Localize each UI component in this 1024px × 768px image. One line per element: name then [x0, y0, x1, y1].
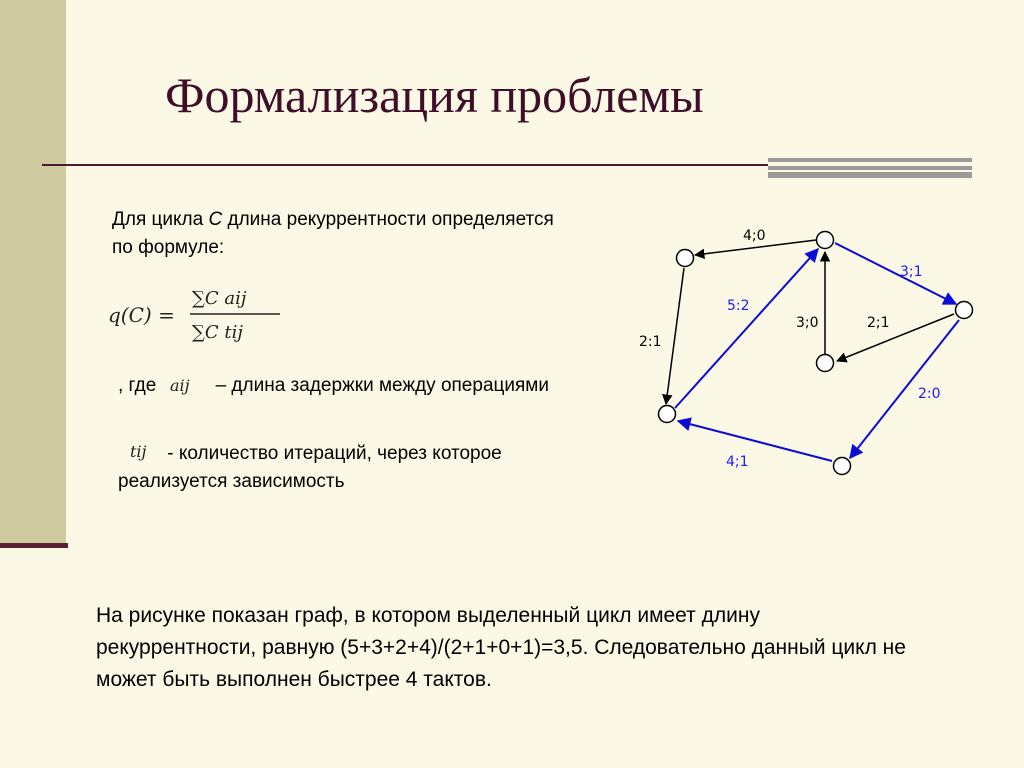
where-a-text: [118, 372, 568, 400]
edge-label-highlighted: 5:2: [727, 298, 750, 314]
t-ij-symbol-text: tij: [130, 441, 147, 461]
edge-label: 2:1: [639, 334, 662, 350]
where-prefix: , где: [118, 375, 157, 396]
formula-denominator: ∑C tij: [192, 322, 243, 343]
where-t-text: [118, 440, 568, 496]
edge-label: 3;0: [796, 315, 819, 331]
edge-label-highlighted: 3;1: [900, 264, 923, 280]
graph-node: [659, 406, 676, 423]
graph-edge-highlighted: [835, 243, 956, 304]
sidebar-rule: [0, 543, 68, 548]
graph-node: [817, 355, 834, 372]
where-a-description: – длина задержки между операциями: [210, 375, 549, 396]
graph-node: [834, 458, 851, 475]
formula-numerator: ∑C aij: [192, 288, 247, 309]
graph-node: [817, 232, 834, 249]
recurrence-formula: [108, 280, 288, 350]
dependency-graph: [620, 220, 1000, 490]
edge-label-highlighted: 2:0: [918, 386, 941, 402]
graph-edge-highlighted: [678, 421, 832, 461]
edge-label: 4;0: [743, 228, 766, 244]
edge-label-highlighted: 4;1: [726, 454, 749, 470]
where-t-description: - количество итераций, через которое реализуется зависимость: [118, 443, 502, 492]
sidebar-decoration: [0, 0, 66, 547]
intro-text-before: Для цикла: [112, 209, 209, 230]
title-divider: [42, 164, 772, 166]
graph-node: [956, 302, 973, 319]
a-ij-symbol: [156, 376, 210, 396]
page-title: Формализация проблемы: [165, 67, 704, 123]
graph-edge-highlighted: [850, 320, 959, 458]
graph-edge: [837, 314, 954, 361]
title-accent-bars: [768, 158, 972, 178]
graph-node: [677, 250, 694, 267]
cycle-variable: C: [208, 209, 223, 230]
intro-text: [112, 206, 572, 262]
graph-edge: [666, 268, 684, 404]
a-ij-symbol-text: aij: [170, 375, 190, 395]
intro-text-after: длина рекуррентности определяется по формуле:: [112, 209, 554, 258]
edge-label: 2;1: [867, 315, 890, 331]
conclusion-text: На рисунке показан граф, в котором выделенный цикл имеет длину рекуррентности, равную (5+3+2+4)/(2+1+0+1)=3,5. Следовательно данный цикл не может быть выполнен быстрее 4 тактов.: [96, 604, 906, 691]
t-ij-symbol: [128, 442, 162, 466]
formula-lhs: q(C) =: [108, 303, 175, 327]
